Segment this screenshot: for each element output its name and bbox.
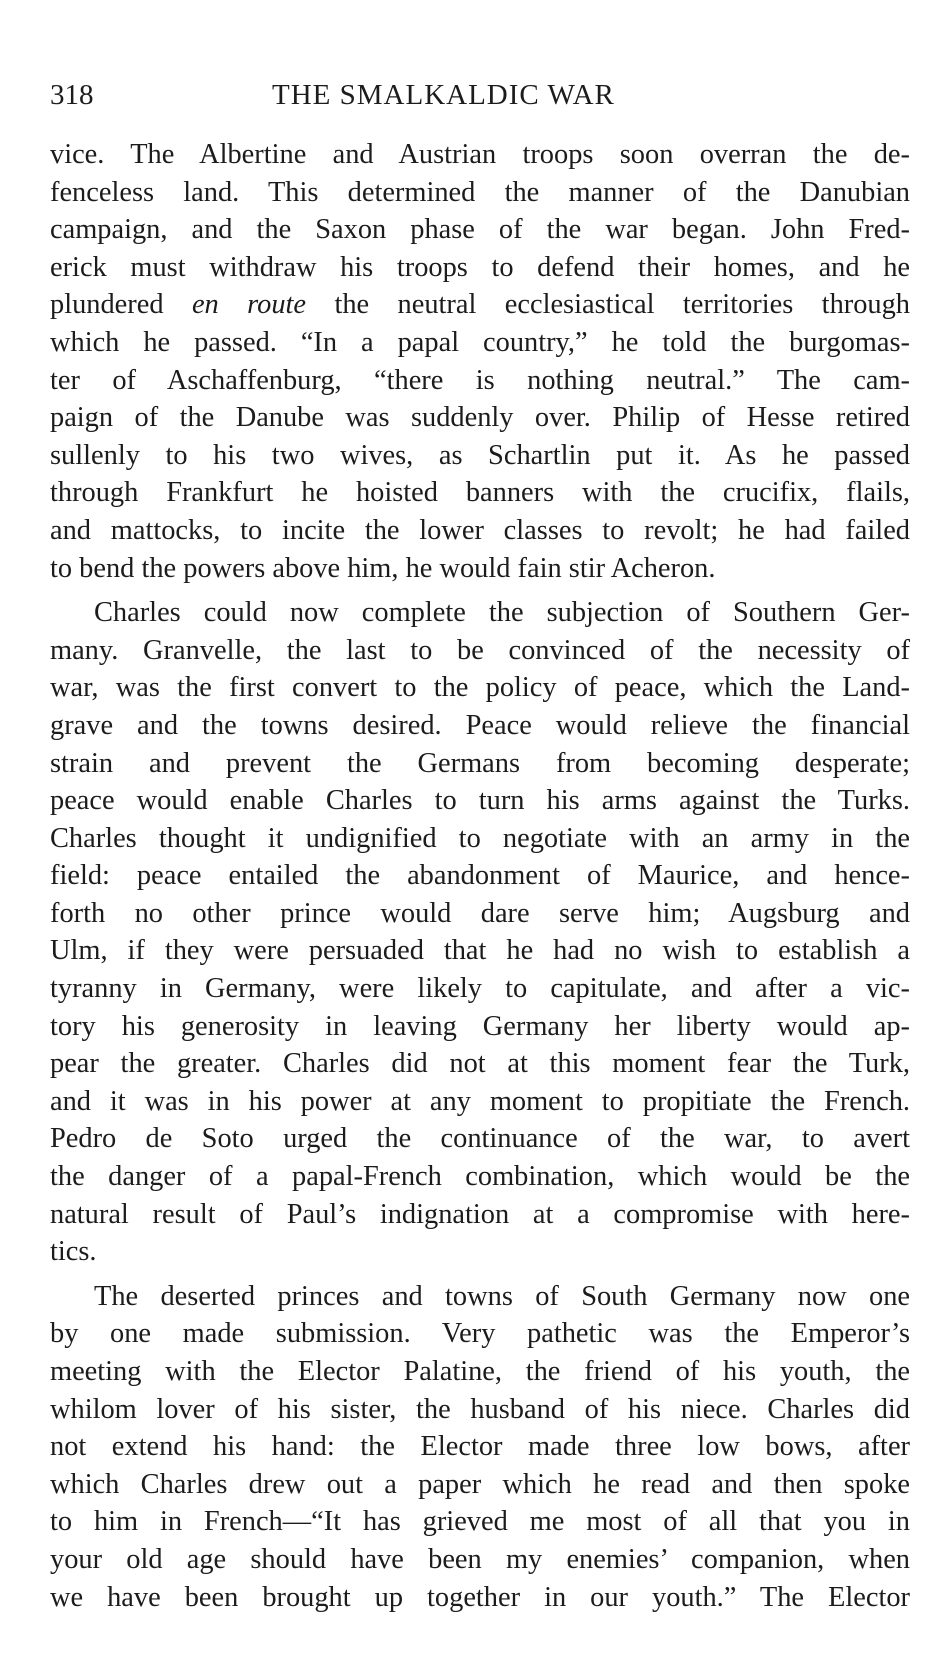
text-line: Charles could now complete the subjection of Southern Ger-	[94, 597, 910, 629]
text-line: Charles thought it undignified to negotiate with an army in the	[50, 822, 910, 854]
text-line: grave and the towns desired. Peace would relieve the financial	[50, 709, 910, 741]
page-number: 318	[50, 79, 94, 111]
text-fragment: plundered	[50, 289, 192, 321]
text-line: tory his generosity in leaving Germany her liberty would ap-	[50, 1010, 910, 1042]
text-line: which Charles drew out a paper which he read and then spoke	[50, 1468, 910, 1500]
text-line: tyranny in Germany, were likely to capitulate, and after a vic-	[50, 973, 910, 1005]
text-line: pear the greater. Charles did not at this moment fear the Turk,	[50, 1048, 910, 1080]
italic-phrase: en route	[191, 289, 307, 321]
paragraph	[50, 136, 910, 587]
text-line: the danger of a papal-French combination, which would be the	[50, 1161, 910, 1193]
text-line: we have been brought up together in our youth.” The Elector	[50, 1581, 910, 1613]
text-fragment: the neutral ecclesiastical territories through	[306, 289, 911, 321]
text-line: campaign, and the Saxon phase of the war began. John Fred-	[50, 214, 910, 246]
paragraph	[50, 594, 910, 1271]
text-line: whilom lover of his sister, the husband of his niece. Charles did	[50, 1393, 910, 1425]
text-line: which he passed. “In a papal country,” he told the burgomas-	[50, 326, 910, 358]
text-line: to him in French—“It has grieved me most of all that you in	[50, 1506, 910, 1538]
text-line: not extend his hand: the Elector made three low bows, after	[50, 1431, 910, 1463]
paragraph	[50, 1278, 910, 1616]
book-page	[50, 72, 910, 1623]
text-line: field: peace entailed the abandonment of Maurice, and hence-	[50, 860, 910, 892]
text-line: natural result of Paul’s indignation at a compromise with here-	[50, 1198, 910, 1230]
text-line: meeting with the Elector Palatine, the friend of his youth, the	[50, 1356, 910, 1387]
text-line: war, was the first convert to the policy of peace, which the Land-	[50, 672, 910, 704]
text-line: erick must withdraw his troops to defend their homes, and he	[50, 251, 910, 283]
text-line: vice. The Albertine and Austrian troops soon overran the de-	[50, 139, 910, 170]
text-line: tics.	[50, 1236, 97, 1268]
text-line: paign of the Danube was suddenly over. Philip of Hesse retired	[50, 402, 910, 434]
text-line: fenceless land. This determined the manner of the Danubian	[50, 176, 910, 208]
text-line: your old age should have been my enemies’ companion, when	[50, 1543, 910, 1575]
text-line: by one made submission. Very pathetic was the Emperor’s	[50, 1318, 910, 1350]
text-line: Pedro de Soto urged the continuance of the war, to avert	[50, 1123, 910, 1155]
text-line: and mattocks, to incite the lower classes to revolt; he had failed	[50, 514, 910, 546]
text-line: strain and prevent the Germans from becoming desperate;	[50, 747, 910, 779]
body-text	[50, 136, 910, 1616]
page-header	[50, 72, 910, 118]
text-line: sullenly to his two wives, as Schartlin put it. As he passed	[50, 439, 910, 471]
text-line: through Frankfurt he hoisted banners with the crucifix, flails,	[50, 477, 910, 509]
text-line: The deserted princes and towns of South Germany now one	[94, 1280, 910, 1312]
text-line: many. Granvelle, the last to be convinced of the necessity of	[50, 634, 910, 666]
text-line: and it was in his power at any moment to propitiate the French.	[50, 1085, 910, 1117]
text-line: to bend the powers above him, he would fain stir Acheron.	[50, 552, 716, 584]
text-line: peace would enable Charles to turn his arms against the Turks.	[50, 785, 910, 817]
running-title: THE SMALKALDIC WAR	[272, 79, 615, 111]
text-line: forth no other prince would dare serve him; Augsburg and	[50, 897, 910, 929]
text-line: Ulm, if they were persuaded that he had no wish to establish a	[50, 935, 910, 967]
text-line	[50, 286, 910, 324]
text-line: ter of Aschaffenburg, “there is nothing neutral.” The cam-	[50, 364, 910, 396]
